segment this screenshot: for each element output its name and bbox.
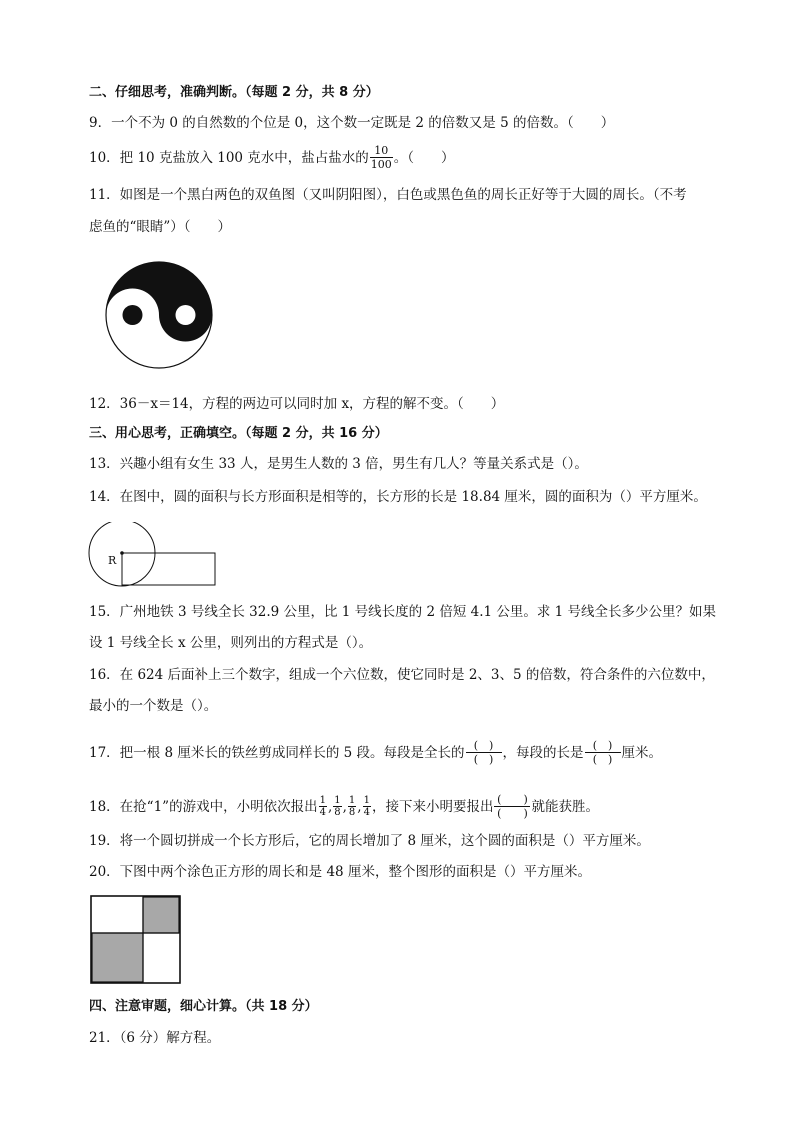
question-19: 19．将一个圆切拼成一个长方形后，它的周长增加了 8 厘米，这个圆的面积是（）平方厘米。 [89, 833, 650, 849]
circle-rectangle-figure [88, 522, 220, 590]
question-20: 20．下图中两个涂色正方形的周长和是 48 厘米，整个图形的面积是（）平方厘米。 [89, 864, 591, 880]
question-17-text: 17．把一根 8 厘米长的铁丝剪成同样长的 5 段。每段是全长的 [89, 745, 465, 761]
fraction-sequence: $\frac{1}{4}$ , $\frac{1}{8}$ , $\frac{1}{8}$ , $\frac{1}{4}$ [319, 795, 370, 818]
blank-denominator[interactable]: ( ) [592, 753, 613, 766]
question-15-line-2: 设 1 号线全长 x 公里，则列出的方程式是（）。 [89, 635, 373, 651]
question-17-unit: 厘米。 [621, 745, 663, 761]
question-14: 14．在图中，圆的面积与长方形面积是相等的，长方形的长是 18.84 厘米，圆的面积为（）平方厘米。 [89, 489, 707, 505]
section-two-heading: 二、仔细思考，准确判断。（每题 2 分，共 8 分） [89, 85, 379, 100]
fraction-1-4: $\frac{1}{4}$ [363, 795, 370, 818]
blank-fraction-2[interactable] [585, 739, 621, 766]
question-12: 12．36－x＝14，方程的两边可以同时加 x，方程的解不变。（ ） [89, 396, 505, 412]
section-three-heading: 三、用心思考，正确填空。（每题 2 分，共 16 分） [89, 426, 388, 441]
question-13: 13．兴趣小组有女生 33 人，是男生人数的 3 倍，男生有几人？等量关系式是（）。 [89, 456, 588, 472]
fraction-1-4: $\frac{1}{4}$ [319, 795, 326, 818]
blank-numerator[interactable]: ( ) [592, 739, 613, 752]
question-10 [89, 145, 455, 172]
blank-fraction-3[interactable] [494, 793, 530, 820]
question-16-line-2: 最小的一个数是（）。 [89, 698, 218, 714]
fraction-1-8: $\frac{1}{8}$ [348, 795, 356, 818]
question-18-text: 18．在抢“1”的游戏中，小明依次报出 [89, 799, 318, 815]
question-17 [89, 740, 662, 767]
question-18-end: 就能获胜。 [531, 799, 599, 815]
question-10-text: 10．把 10 克盐放入 100 克水中，盐占盐水的 [89, 150, 369, 166]
question-11-line-1: 11．如图是一个黑白两色的双鱼图（又叫阴阳图），白色或黑色鱼的周长正好等于大圆的周长。（不考 [89, 187, 687, 203]
blank-denominator[interactable]: ( ) [473, 753, 494, 766]
shaded-large-square [92, 933, 143, 982]
blank-denominator[interactable]: ( ) [497, 807, 528, 820]
squares-figure [90, 895, 182, 985]
question-17-mid: ，每段的长是 [502, 745, 584, 761]
blank-numerator[interactable]: ( ) [473, 739, 494, 752]
question-11-line-2: 虑鱼的“眼睛”）（ ） [89, 219, 232, 235]
question-15-line-1: 15．广州地铁 3 号线全长 32.9 公里，比 1 号线长度的 2 倍短 4.1 公里。求 1 号线全长多少公里？如果 [89, 604, 717, 620]
radius-label: R [108, 554, 117, 567]
section-four-heading: 四、注意审题，细心计算。（共 18 分） [89, 999, 318, 1014]
question-10-paren: 。（ ） [393, 150, 455, 166]
fraction-10-100 [370, 144, 393, 171]
question-18 [89, 794, 599, 821]
fraction-denominator: 100 [370, 158, 392, 171]
yin-yang-figure [104, 260, 214, 370]
shaded-small-square [143, 897, 179, 933]
question-16-line-1: 16．在 624 后面补上三个数字，组成一个六位数，使它同时是 2、3、5 的倍数，符合条件的六位数中， [89, 667, 715, 683]
fraction-numerator: 10 [374, 144, 389, 157]
question-9: 9．一个不为 0 的自然数的个位是 0，这个数一定既是 2 的倍数又是 5 的倍数。（ ） [89, 115, 615, 131]
blank-numerator[interactable]: ( ) [497, 793, 528, 806]
fraction-1-8: $\frac{1}{8}$ [334, 795, 341, 818]
blank-fraction-1[interactable] [466, 739, 502, 766]
question-18-mid: ，接下来小明要报出 [371, 799, 494, 815]
question-21: 21．（6 分）解方程。 [89, 1030, 221, 1046]
